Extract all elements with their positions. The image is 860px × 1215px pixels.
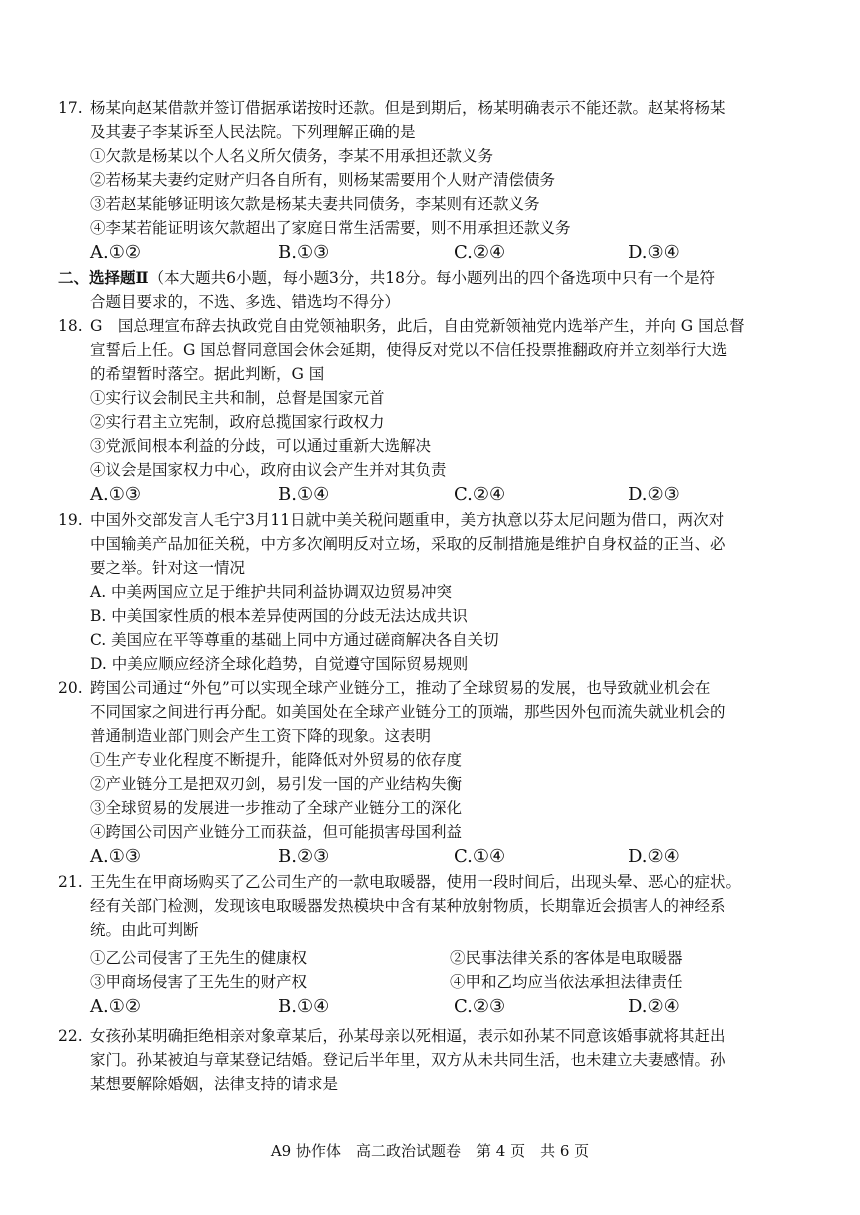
question-stem-line: 22. 女孩孙某明确拒绝相亲对象章某后，孙某母亲以死相逼，表示如孙某不同意该婚事就将其赶出 xyxy=(58,1024,803,1048)
answer-options xyxy=(58,844,803,870)
question-stem-line: 20. 跨国公司通过“外包”可以实现全球产业链分工，推动了全球贸易的发展，也导致就业机会在 xyxy=(58,676,803,700)
statement-item: ④李某若能证明该欠款超出了家庭日常生活需要，则不用承担还款义务 xyxy=(90,219,571,237)
question-number: 19. xyxy=(58,511,83,529)
page-footer: A9 协作体 高二政治试题卷 第 4 页 共 6 页 xyxy=(270,1142,590,1160)
statement-item: ②实行君主立宪制，政府总揽国家行政权力 xyxy=(90,413,385,431)
question-stem-line: 要之举。针对这一情况 xyxy=(90,559,246,577)
option-d: D.②④ xyxy=(628,996,680,1017)
question-18 xyxy=(58,314,803,508)
option-c: C.②④ xyxy=(454,242,506,263)
statement-row xyxy=(58,946,803,970)
option-d: D.②③ xyxy=(628,484,680,505)
question-stem-line: 21. 王先生在甲商场购买了乙公司生产的一款电取暖器，使用一段时间后，出现头晕、恶心的症状。 xyxy=(58,870,803,894)
question-stem-line: 统。由此可判断 xyxy=(90,921,199,939)
option-c: C.②④ xyxy=(454,484,506,505)
statement-item: ①生产专业化程度不断提升，能降低对外贸易的依存度 xyxy=(90,751,463,769)
answer-options xyxy=(58,482,803,508)
option-b: B.①④ xyxy=(278,484,330,505)
question-17 xyxy=(58,96,803,266)
option-b: B.①③ xyxy=(278,242,330,263)
option-c: C.②③ xyxy=(454,996,506,1017)
statement-item: ③党派间根本利益的分歧，可以通过重新大选解决 xyxy=(90,437,432,455)
section-instructions: （本大题共6小题，每小题3分，共18分。每小题列出的四个备选项中只有一个是符 xyxy=(148,269,716,287)
statement-item: ①实行议会制民主共和制，总督是国家元首 xyxy=(90,389,385,407)
exam-page xyxy=(58,96,803,1096)
statement-item: ②民事法律关系的客体是电取暖器 xyxy=(450,949,683,967)
question-stem-line: 家门。孙某被迫与章某登记结婚。登记后半年里，双方从未共同生活，也未建立夫妻感情。孙 xyxy=(90,1051,726,1069)
question-stem-line: 17. 杨某向赵某借款并签订借据承诺按时还款。但是到期后，杨某明确表示不能还款。赵某将杨某 xyxy=(58,96,803,120)
statement-item: ①欠款是杨某以个人名义所欠债务，李某不用承担还款义务 xyxy=(90,147,494,165)
option-a: A.①② xyxy=(90,996,141,1017)
statement-item: ④甲和乙均应当依法承担法律责任 xyxy=(450,973,683,991)
question-stem-line: 不同国家之间进行再分配。如美国处在全球产业链分工的顶端，那些因外包而流失就业机会的 xyxy=(90,703,726,721)
question-stem-line: 的希望暂时落空。据此判断，G 国 xyxy=(90,365,325,383)
option-a: A.①② xyxy=(90,242,141,263)
option-d: D.③④ xyxy=(628,242,680,263)
question-stem-line: 宣誓后上任。G 国总督同意国会休会延期，使得反对党以不信任投票推翻政府并立刻举行大选 xyxy=(90,341,728,359)
option-a: A.①③ xyxy=(90,846,141,867)
question-stem-line: 18. G 国总理宣布辞去执政党自由党领袖职务，此后，自由党新领袖党内选举产生，并向 G 国总督 xyxy=(58,314,803,338)
option-a: A. 中美两国应立足于维护共同利益协调双边贸易冲突 xyxy=(90,583,453,601)
question-number: 20. xyxy=(58,679,83,697)
question-stem-line: 19. 中国外交部发言人毛宁3月11日就中美关税问题重申，美方执意以芬太尼问题为借口，两次对 xyxy=(58,508,803,532)
question-stem-line: 及其妻子李某诉至人民法院。下列理解正确的是 xyxy=(90,123,416,141)
question-number: 17. xyxy=(58,99,83,117)
section-instructions-line: 合题目要求的，不选、多选、错选均不得分） xyxy=(90,293,401,311)
option-b: B. 中美国家性质的根本差异使两国的分歧无法达成共识 xyxy=(90,607,468,625)
question-number: 18. xyxy=(58,317,83,335)
statement-row xyxy=(58,970,803,994)
question-stem-line: 中国输美产品加征关税，中方多次阐明反对立场，采取的反制措施是维护自身权益的正当、必 xyxy=(90,535,726,553)
option-c: C.①④ xyxy=(454,846,506,867)
statement-item: ②产业链分工是把双刃剑，易引发一国的产业结构失衡 xyxy=(90,775,463,793)
question-number: 21. xyxy=(58,873,83,891)
option-b: B.①④ xyxy=(278,996,330,1017)
question-22 xyxy=(58,1024,803,1096)
statement-item: ③全球贸易的发展进一步推动了全球产业链分工的深化 xyxy=(90,799,463,817)
option-b: B.②③ xyxy=(278,846,330,867)
option-d: D.②④ xyxy=(628,846,680,867)
section-title: 二、选择题Ⅱ xyxy=(58,268,149,287)
question-stem-line: 某想要解除婚姻，法律支持的请求是 xyxy=(90,1075,339,1093)
answer-options xyxy=(58,994,803,1020)
option-c: C. 美国应在平等尊重的基础上同中方通过磋商解决各自关切 xyxy=(90,631,499,649)
question-number: 22. xyxy=(58,1027,83,1045)
question-20 xyxy=(58,676,803,870)
section-2-header xyxy=(58,266,803,314)
option-d: D. 中美应顺应经济全球化趋势，自觉遵守国际贸易规则 xyxy=(90,655,469,673)
question-stem-line: 普通制造业部门则会产生工资下降的现象。这表明 xyxy=(90,727,432,745)
statement-item: ④跨国公司因产业链分工而获益，但可能损害母国利益 xyxy=(90,823,463,841)
statement-item: ①乙公司侵害了王先生的健康权 xyxy=(90,949,308,967)
statement-item: ④议会是国家权力中心，政府由议会产生并对其负责 xyxy=(90,461,447,479)
answer-options xyxy=(58,240,803,266)
statement-item: ②若杨某夫妻约定财产归各自所有，则杨某需要用个人财产清偿债务 xyxy=(90,171,556,189)
statement-item: ③甲商场侵害了王先生的财产权 xyxy=(90,973,308,991)
statement-item: ③若赵某能够证明该欠款是杨某夫妻共同债务，李某则有还款义务 xyxy=(90,195,540,213)
question-19 xyxy=(58,508,803,676)
question-stem-line: 经有关部门检测，发现该电取暖器发热模块中含有某种放射物质，长期靠近会损害人的神经系 xyxy=(90,897,726,915)
option-a: A.①③ xyxy=(90,484,141,505)
question-21 xyxy=(58,870,803,1020)
